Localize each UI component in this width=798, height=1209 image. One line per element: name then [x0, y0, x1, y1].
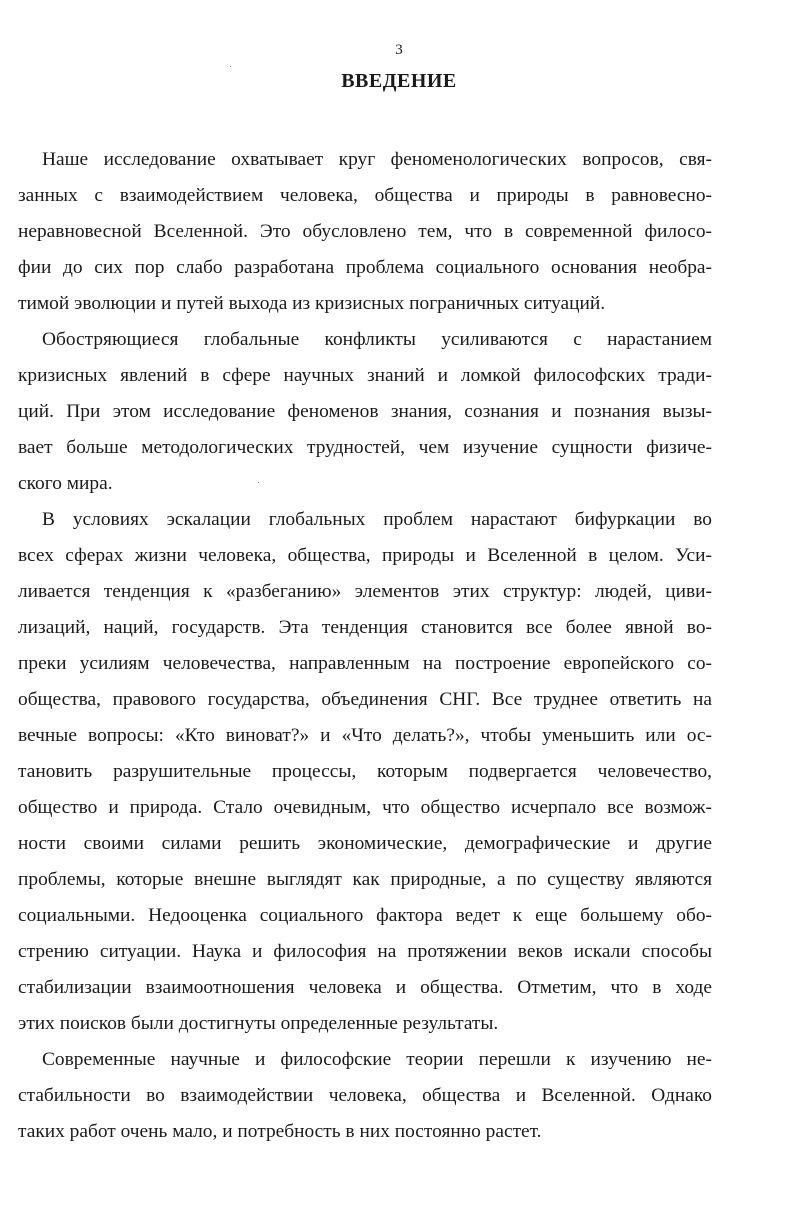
text-line: общества, правового государства, объединения СНГ. Все труднее ответить на	[18, 689, 712, 710]
text-line: преки усилиям человечества, направленным на построение европейского со-	[18, 653, 712, 674]
text-line: Обостряющиеся глобальные конфликты усиливаются с нарастанием	[42, 329, 712, 350]
text-line: всех сферах жизни человека, общества, природы и Вселенной в целом. Уси-	[18, 545, 712, 566]
text-line: проблемы, которые внешне выглядят как природные, а по существу являются	[18, 869, 712, 890]
text-line: ского мира.	[18, 473, 113, 494]
text-line: тимой эволюции и путей выхода из кризисных пограничных ситуаций.	[18, 293, 606, 314]
text-line: фии до сих пор слабо разработана проблема социального основания необра-	[18, 257, 712, 278]
text-line: занных с взаимодействием человека, общества и природы в равновесно-	[18, 185, 712, 206]
page-title: ВВЕДЕНИЕ	[341, 70, 457, 92]
text-line: стрению ситуации. Наука и философия на протяжении веков искали способы	[18, 941, 712, 962]
text-line: вает больше методологических трудностей, чем изучение сущности физиче-	[18, 437, 712, 458]
paragraph	[18, 322, 712, 502]
text-line: тановить разрушительные процессы, которым подвергается человечество,	[18, 761, 712, 782]
scan-speck	[230, 66, 231, 67]
text-line: кризисных явлений в сфере научных знаний и ломкой философских тради-	[18, 365, 712, 386]
scan-speck	[258, 482, 259, 483]
text-line: В условиях эскалации глобальных проблем нарастают бифуркации во	[42, 509, 712, 530]
paragraph	[18, 142, 712, 322]
text-line: лизаций, наций, государств. Эта тенденция становится все более явной во-	[18, 617, 712, 638]
paragraph	[18, 502, 712, 1042]
text-line: социальными. Недооценка социального фактора ведет к еще большему обо-	[18, 905, 712, 926]
text-line: Наше исследование охватывает круг феноменологических вопросов, свя-	[42, 149, 712, 170]
text-line: неравновесной Вселенной. Это обусловлено тем, что в современной филосо-	[18, 221, 712, 242]
text-line: таких работ очень мало, и потребность в них постоянно растет.	[18, 1121, 542, 1142]
text-line: вечные вопросы: «Кто виноват?» и «Что делать?», чтобы уменьшить или ос-	[18, 725, 712, 746]
text-line: стабилизации взаимоотношения человека и общества. Отметим, что в ходе	[18, 977, 712, 998]
text-line: ливается тенденция к «разбеганию» элементов этих структур: людей, циви-	[18, 581, 712, 602]
text-line: Современные научные и философские теории перешли к изучению не-	[42, 1049, 712, 1070]
text-line: этих поисков были достигнуты определенные результаты.	[18, 1013, 499, 1034]
paragraph	[18, 1042, 712, 1150]
body-text	[18, 142, 712, 1150]
text-line: ности своими силами решить экономические, демографические и другие	[18, 833, 712, 854]
text-line: общество и природа. Стало очевидным, что общество исчерпало все возмож-	[18, 797, 712, 818]
text-line: ций. При этом исследование феноменов знания, сознания и познания вызы-	[18, 401, 712, 422]
page-number: 3	[395, 42, 403, 58]
text-line: стабильности во взаимодействии человека, общества и Вселенной. Однако	[18, 1085, 712, 1106]
